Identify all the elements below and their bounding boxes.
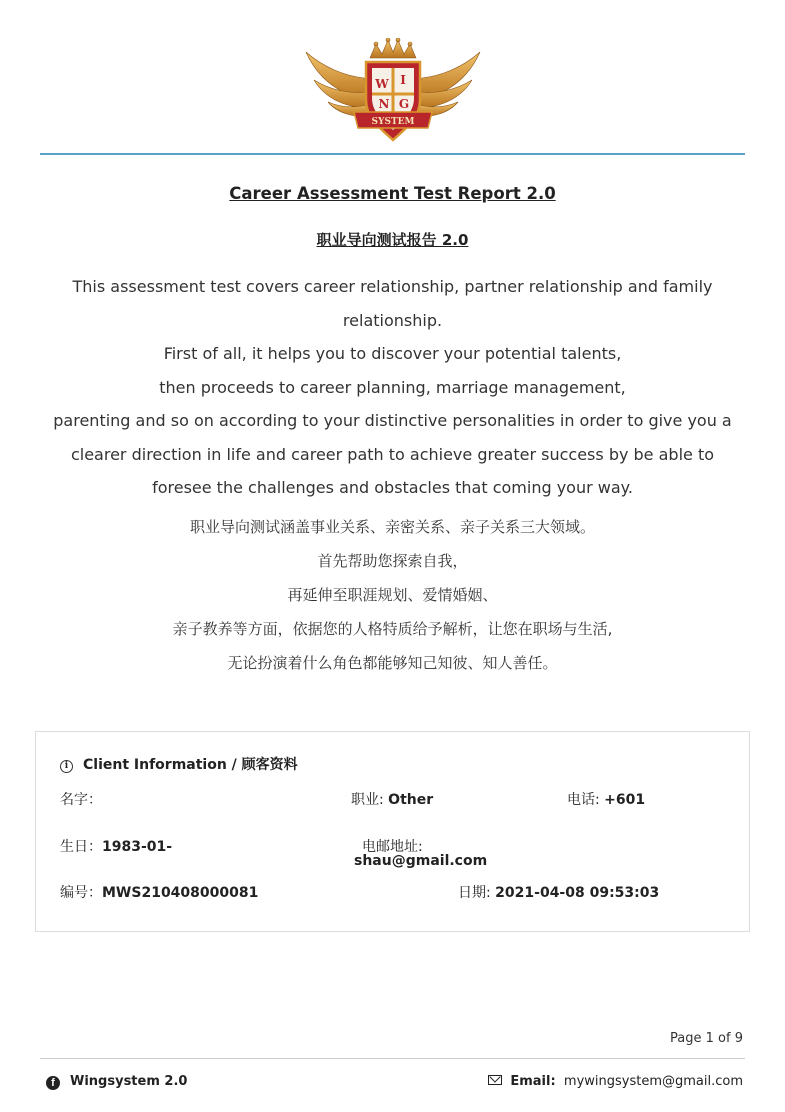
intro-en-line: relationship.	[342, 310, 443, 330]
client-birthday-label: 生日：	[60, 839, 102, 855]
intro-en-line: First of all, it helps you to discover your potential talents,	[163, 344, 622, 363]
intro-cn-line: 再延伸至职涯规划、爱情婚姻、	[287, 586, 498, 604]
client-occupation-value: Other	[388, 792, 434, 808]
intro-en-line: This assessment test covers career relationship, partner relationship and family	[72, 277, 713, 296]
logo-letter-i: I	[400, 73, 406, 87]
crown-icon	[370, 38, 416, 58]
report-title-en: Career Assessment Test Report 2.0	[229, 184, 556, 203]
report-title-cn: 职业导向测试报告 2.0	[316, 231, 469, 249]
client-email-value	[354, 853, 487, 869]
report-date-value: 2021-04-08 09:53:03	[495, 885, 660, 901]
client-id-label: 编号：	[60, 885, 102, 901]
client-info-heading	[60, 754, 298, 774]
logo-letter-g: G	[398, 97, 410, 111]
footer-email[interactable]	[488, 1074, 743, 1089]
report-date-label: 日期:	[458, 885, 496, 901]
client-birthday-value: 1983-01-	[102, 839, 173, 855]
footer-brand[interactable]	[46, 1074, 187, 1090]
left-wing-icon	[306, 52, 372, 116]
intro-cn-line: 首先帮助您探索自我，	[317, 552, 468, 570]
footer-divider	[40, 1058, 745, 1059]
intro-en	[20, 270, 765, 505]
intro-cn-line: 职业导向测试涵盖事业关系、亲密关系、亲子关系三大领域。	[189, 518, 595, 536]
intro-cn-line: 无论扮演着什么角色都能够知己知彼、知人善任。	[227, 654, 558, 672]
client-occupation	[351, 789, 433, 809]
client-id-value: MWS210408000081	[102, 885, 259, 901]
client-info-heading-text: Client Information / 顾客资料	[83, 757, 298, 773]
logo-banner-text: SYSTEM	[371, 117, 415, 127]
client-phone-label: 电话:	[567, 792, 605, 808]
client-birthday	[60, 836, 172, 856]
intro-en-line: clearer direction in life and career path to achieve greater success by be able to	[70, 444, 715, 464]
footer-brand-text: Wingsystem 2.0	[70, 1074, 188, 1089]
header-divider	[40, 153, 745, 155]
report-date	[458, 882, 659, 902]
mail-icon	[488, 1075, 502, 1085]
client-name-label: 名字：	[60, 792, 102, 808]
page-number: Page 1 of 9	[670, 1031, 743, 1046]
client-id	[60, 882, 258, 902]
logo-letter-n: N	[378, 97, 390, 111]
intro-cn	[20, 510, 765, 680]
logo-letter-w: W	[375, 77, 389, 91]
client-phone	[567, 789, 645, 809]
client-phone-value: +601	[604, 792, 646, 808]
footer-email-label: Email:	[510, 1074, 556, 1089]
intro-en-line: parenting and so on according to your distinctive personalities in order to give you a	[53, 411, 732, 430]
client-email-value-text: shau@gmail.com	[354, 853, 488, 869]
client-occupation-label: 职业:	[351, 792, 389, 808]
intro-en-line: then proceeds to career planning, marriage management,	[159, 377, 626, 397]
intro-en-line: foresee the challenges and obstacles that coming your way.	[152, 478, 633, 497]
facebook-icon: f	[46, 1076, 60, 1090]
info-icon: i	[60, 760, 73, 773]
wing-system-logo	[302, 38, 484, 142]
client-name	[60, 789, 102, 809]
footer-email-value: mywingsystem@gmail.com	[563, 1074, 743, 1089]
intro-cn-line: 亲子教养等方面，依据您的人格特质给予解析，让您在职场与生活,	[172, 620, 613, 638]
right-wing-icon	[414, 52, 480, 116]
client-email-label: 电邮地址:	[362, 839, 423, 855]
